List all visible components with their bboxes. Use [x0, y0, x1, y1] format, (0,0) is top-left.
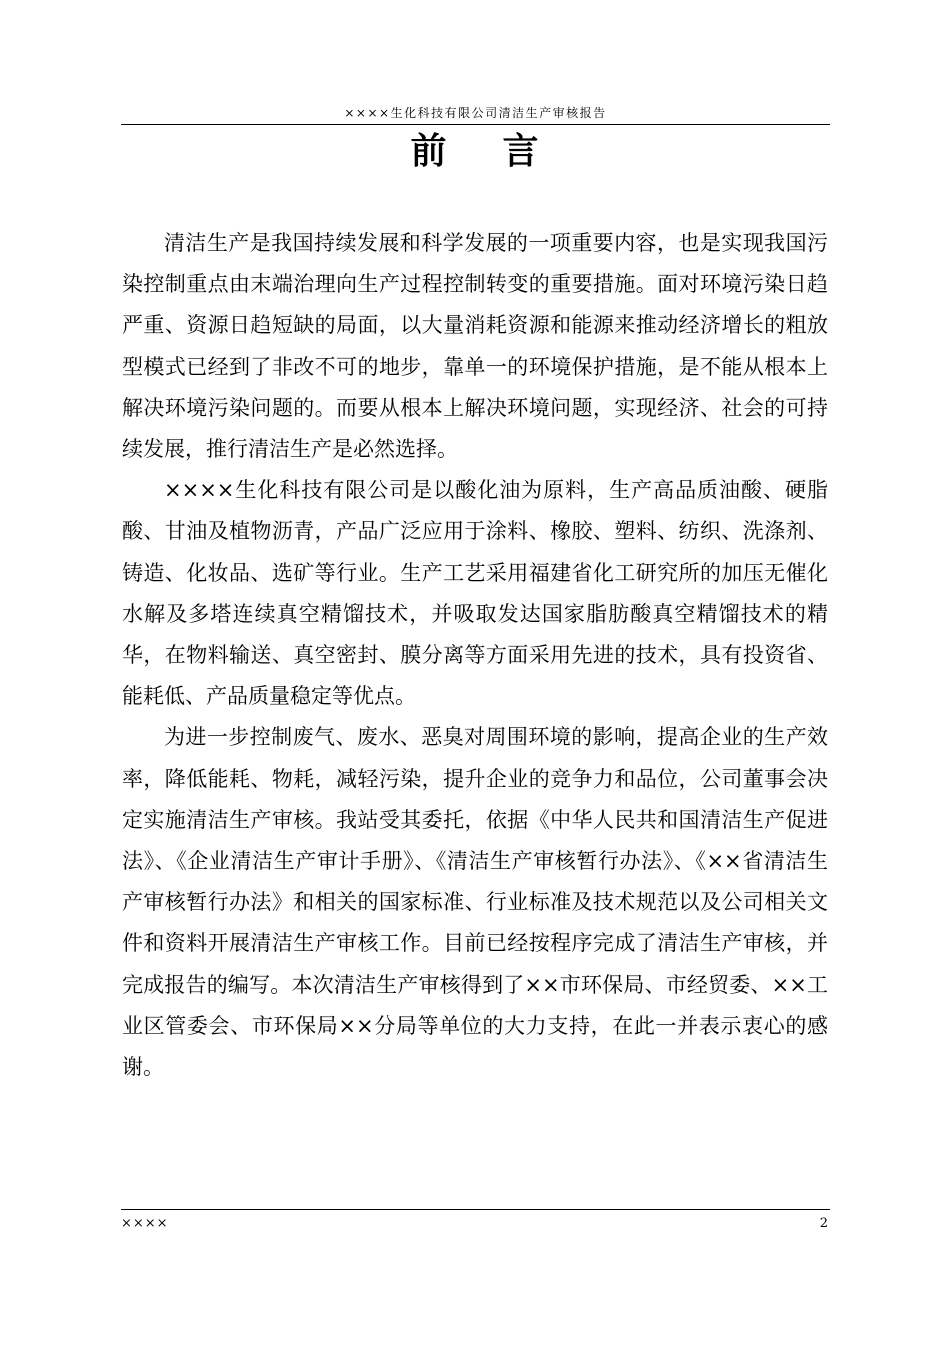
- paragraph-1: 清洁生产是我国持续发展和科学发展的一项重要内容，也是实现我国污染控制重点由末端治理向生产过程控制转变的重要措施。面对环境污染日趋严重、资源日趋短缺的局面，以大量消耗资源和能源来推动经济增长的粗放型模式已经到了非改不可的地步，靠单一的环境保护措施，是不能从根本上解决环境污染问题的。而要从根本上解决环境问题，实现经济、社会的可持续发展，推行清洁生产是必然选择。: [122, 231, 828, 462]
- paragraph-3: 为进一步控制废气、废水、恶臭对周围环境的影响，提高企业的生产效率，降低能耗、物耗，减轻污染，提升企业的竞争力和品位，公司董事会决定实施清洁生产审核。我站受其委托，依据《中华人民共和国清洁生产促进法》、《企业清洁生产审计手册》、《清洁生产审核暂行办法》、《××省清洁生产审核暂行办法》和相关的国家标准、行业标准及技术规范以及公司相关文件和资料开展清洁生产审核工作。目前已经按程序完成了清洁生产审核，并完成报告的编写。本次清洁生产审核得到了××市环保局、市经贸委、××工业区管委会、市环保局××分局等单位的大力支持，在此一并表示衷心的感谢。: [122, 725, 828, 1080]
- footer-left-text: ××××: [121, 1216, 169, 1231]
- title-char-2: 言: [502, 130, 541, 172]
- body-content: [122, 223, 828, 1088]
- page-header: [121, 102, 830, 125]
- page-footer: [121, 1209, 830, 1236]
- paragraph-2: ××××生化科技有限公司是以酸化油为原料，生产高品质油酸、硬脂酸、甘油及植物沥青，产品广泛应用于涂料、橡胶、塑料、纺织、洗涤剂、铸造、化妆品、选矿等行业。生产工艺采用福建省化工研究所的加压无催化水解及多塔连续真空精馏技术，并吸取发达国家脂肪酸真空精馏技术的精华，在物料输送、真空密封、膜分离等方面采用先进的技术，具有投资省、能耗低、产品质量稳定等优点。: [122, 478, 828, 709]
- page-number: 2: [819, 1216, 828, 1231]
- page-title: [121, 128, 830, 174]
- header-text: ××××生化科技有限公司清洁生产审核报告: [344, 106, 607, 120]
- title-char-1: 前: [410, 130, 449, 172]
